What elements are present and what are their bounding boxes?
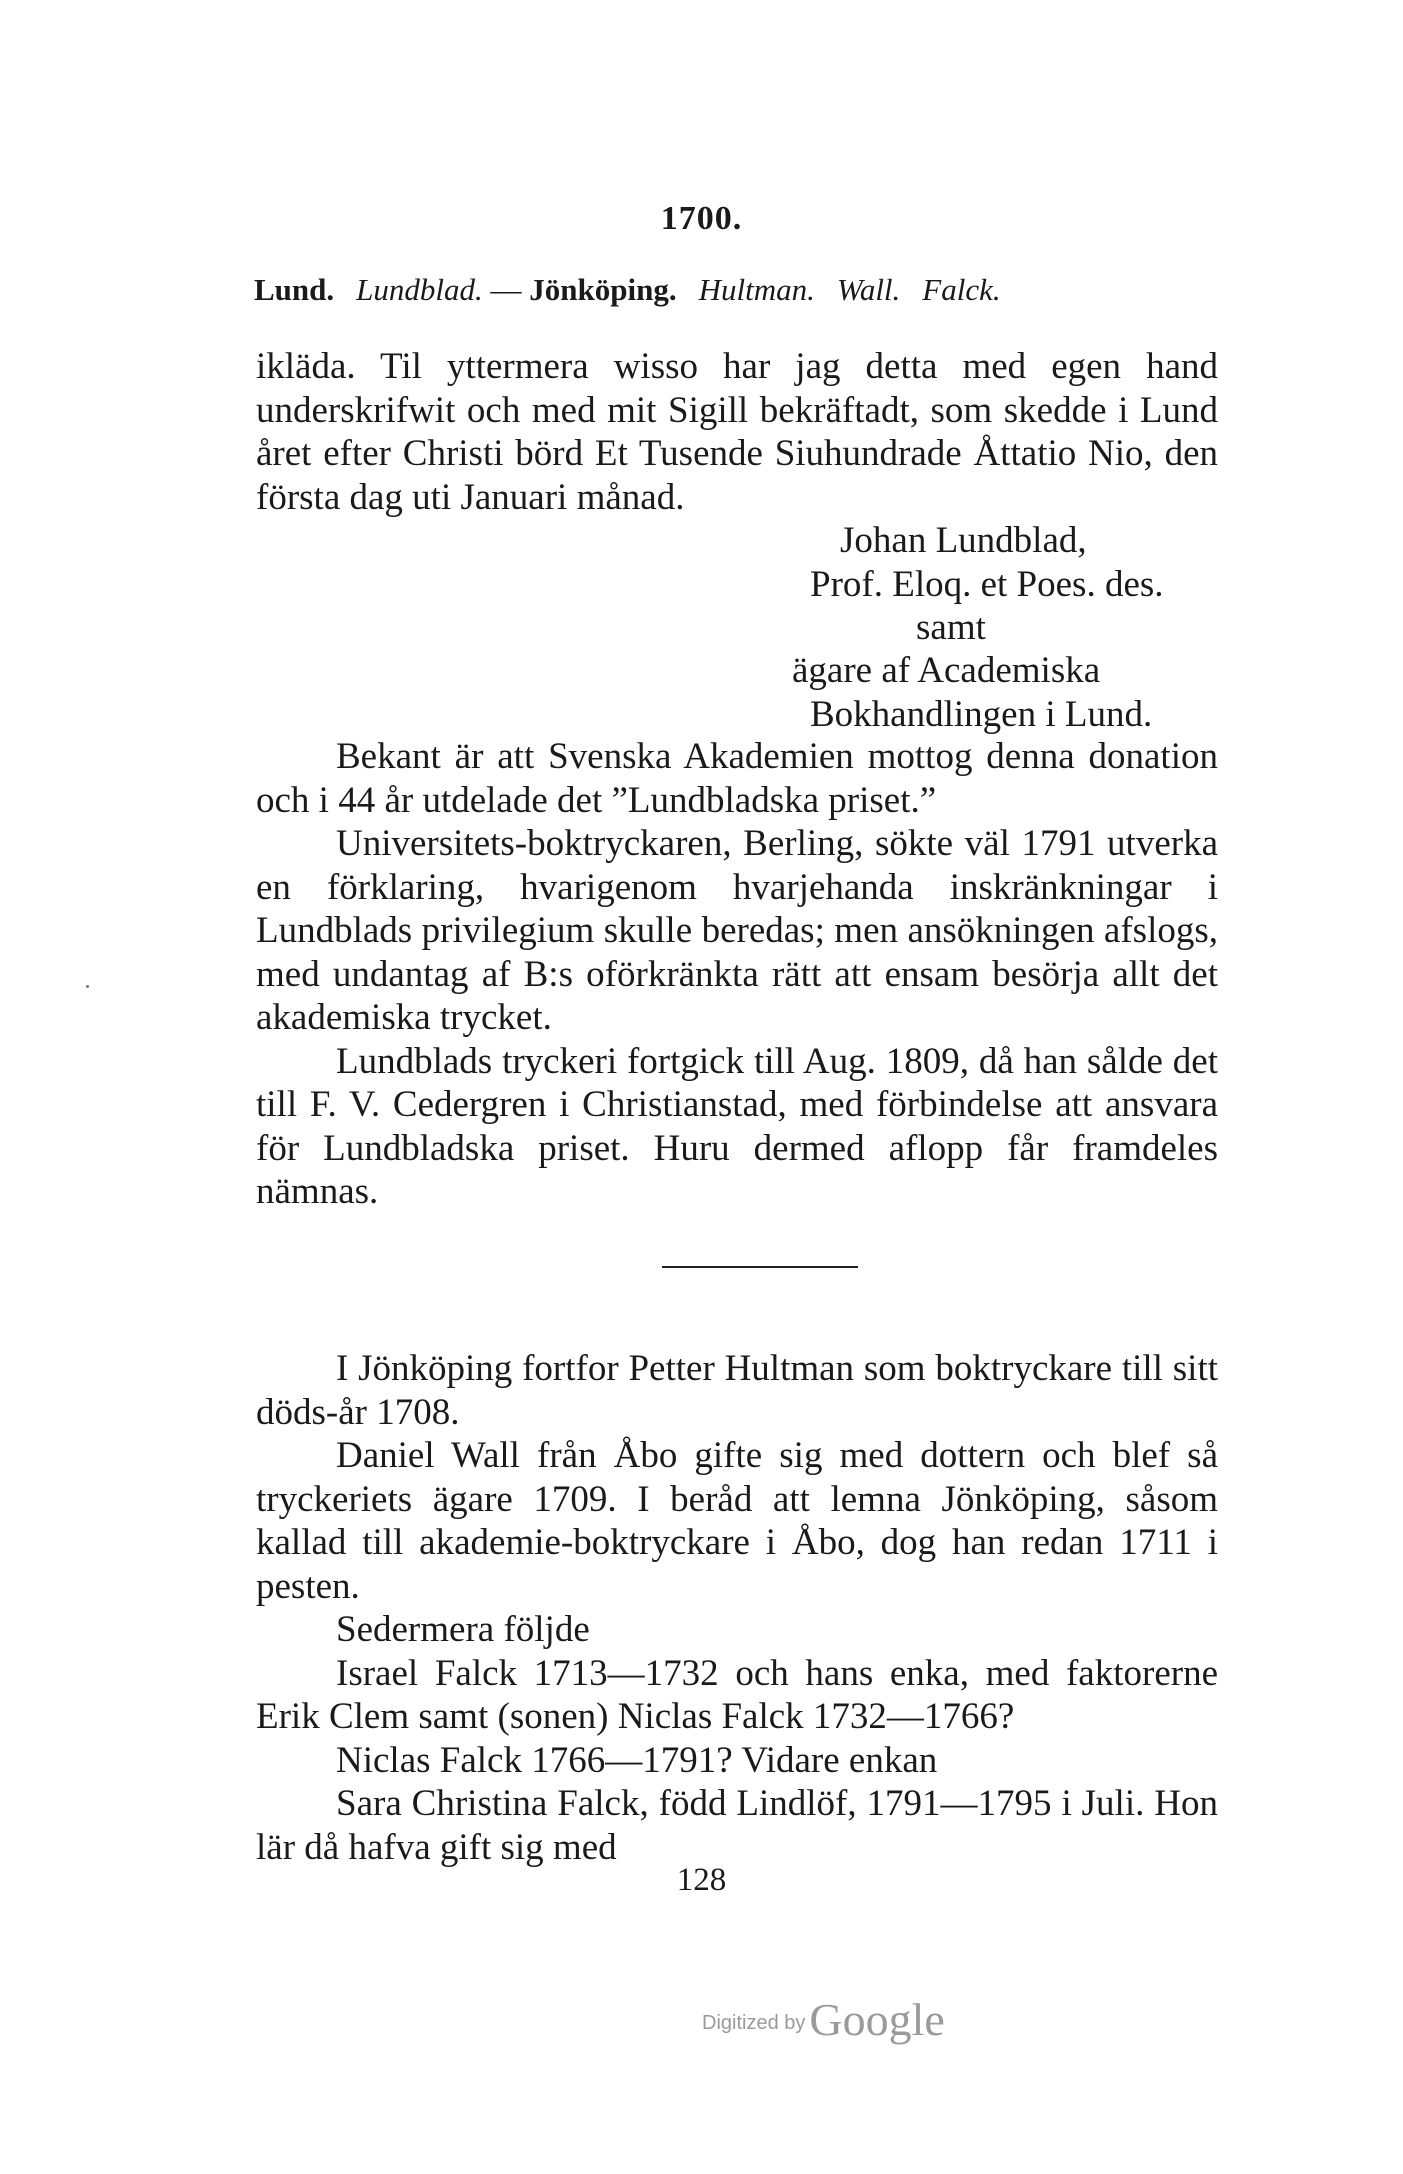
running-head-dash: — — [490, 272, 522, 307]
running-head-falck: Falck. — [922, 272, 1001, 307]
google-logo: Google — [809, 1994, 945, 2045]
jonkoping-section — [256, 1347, 1218, 1869]
page-number: 128 — [676, 1862, 727, 1898]
digitized-watermark — [702, 1993, 945, 2046]
running-head-jonkoping: Jönköping. — [529, 272, 677, 307]
scan-speck — [86, 985, 89, 988]
watermark-caption: Digitized by — [702, 2012, 806, 2034]
running-head-hultman: Hultman. — [698, 272, 815, 307]
closing-paragraph — [256, 345, 1218, 519]
signature-and: samt — [916, 607, 986, 648]
running-head-lund: Lund. — [254, 272, 335, 307]
paragraph: Niclas Falck 1766—1791? Vidare enkan — [336, 1739, 938, 1781]
closing-paragraph-text: ikläda. Til yttermera wisso har jag detta med egen hand underskrifwit och med mit Sigill bekräftadt, som skedde i Lund året efter Christi börd Et Tusende Siuhundrade Åttatio Nio, den första dag uti Januari månad. — [256, 346, 1218, 518]
lund-section — [256, 735, 1218, 1214]
signature-owner: ägare af Academiska — [792, 650, 1101, 691]
page-year-heading: 1700. — [660, 200, 743, 237]
running-head-lundblad: Lundblad. — [356, 272, 483, 307]
paragraph: I Jönköping fortfor Petter Hultman som boktryckare till sitt döds-år 1708. — [256, 1348, 1218, 1433]
paragraph: Israel Falck 1713—1732 och hans enka, med faktorerne Erik Clem samt (sonen) Niclas Falck 1732—1766? — [256, 1652, 1218, 1737]
paragraph: Universitets-boktryckaren, Berling, sökte väl 1791 utverka en förklaring, hvarigenom hvarjehanda inskränkningar i Lundblads privilegium skulle beredas; men ansökningen afslogs, med undantag af B:s oförkränkta rätt att ensam besörja allt det akademiska trycket. — [256, 823, 1218, 1038]
section-divider — [662, 1266, 858, 1268]
paragraph: Sara Christina Falck, född Lindlöf, 1791—1795 i Juli. Hon lär då hafva gift sig med — [256, 1783, 1218, 1868]
paragraph: Daniel Wall från Åbo gifte sig med dottern och blef så tryckeriets ägare 1709. I beråd att lemna Jönköping, såsom kallad till akademie-boktryckare i Åbo, dog han redan 1711 i pesten. — [256, 1435, 1218, 1607]
paragraph: Bekant är att Svenska Akademien mottog denna donation och i 44 år utdelade det ”Lundbladska priset.” — [256, 736, 1218, 821]
running-head — [254, 272, 1234, 308]
signature-shop: Bokhandlingen i Lund. — [810, 694, 1153, 735]
running-head-wall: Wall. — [836, 272, 901, 307]
paragraph: Lundblads tryckeri fortgick till Aug. 1809, då han sålde det till F. V. Cedergren i Christianstad, med förbindelse att ansvara för Lundbladska priset. Huru dermed aflopp får framdeles nämnas. — [256, 1040, 1218, 1212]
signature-name: Johan Lundblad, — [840, 520, 1087, 561]
signature-title: Prof. Eloq. et Poes. des. — [810, 564, 1164, 605]
paragraph: Sedermera följde — [336, 1609, 590, 1650]
